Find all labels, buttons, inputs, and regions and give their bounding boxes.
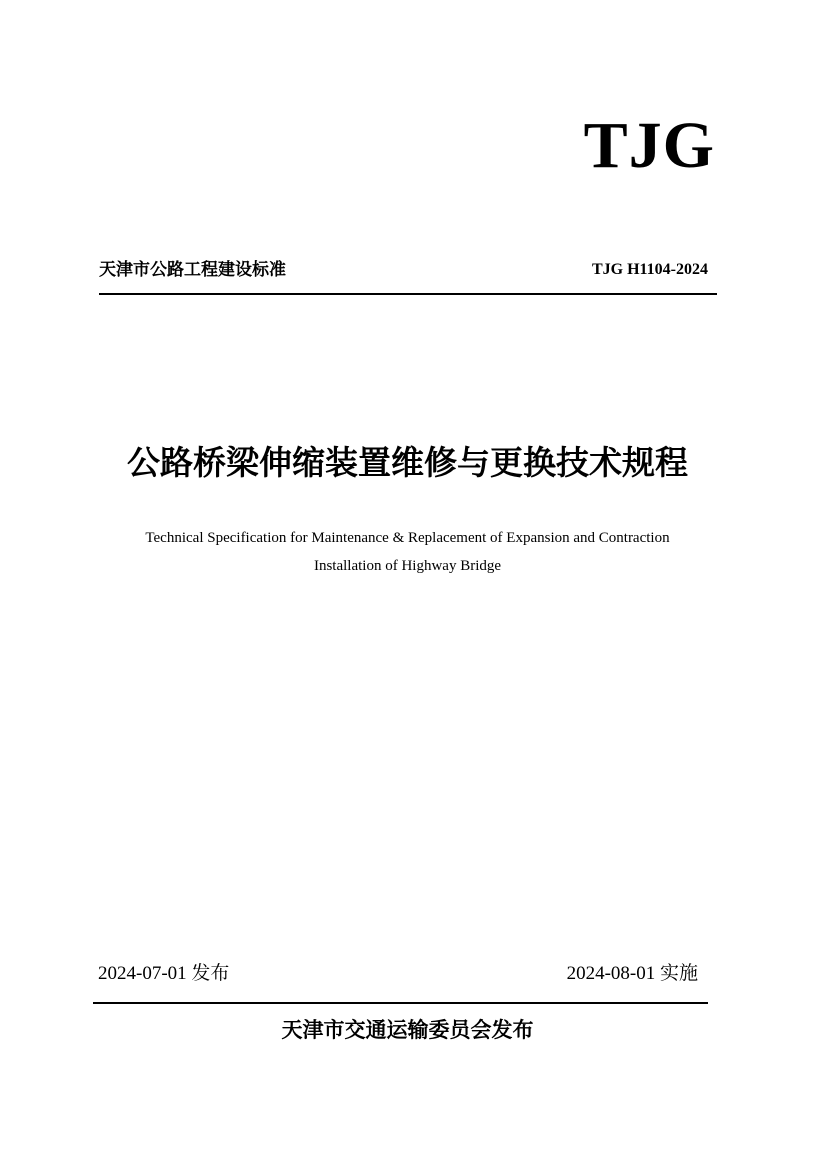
document-title-english-line2: Installation of Highway Bridge: [313, 558, 502, 574]
publisher: 天津市交通运输委员会发布: [281, 1018, 534, 1042]
footer-divider: [93, 1002, 708, 1004]
standard-number: TJG H1104-2024: [591, 261, 708, 278]
implementation-date: 2024-08-01 实施: [566, 963, 698, 984]
header-divider: [99, 293, 717, 295]
document-title-chinese: 公路桥梁伸缩装置维修与更换技术规程: [127, 443, 688, 482]
issue-date: 2024-07-01 发布: [98, 963, 230, 984]
brand-code: TJG: [583, 109, 715, 182]
standard-series-name: 天津市公路工程建设标准: [99, 260, 286, 280]
document-title-english-line1: Technical Specification for Maintenance & Replacement of Expansion and Contraction: [145, 530, 670, 546]
